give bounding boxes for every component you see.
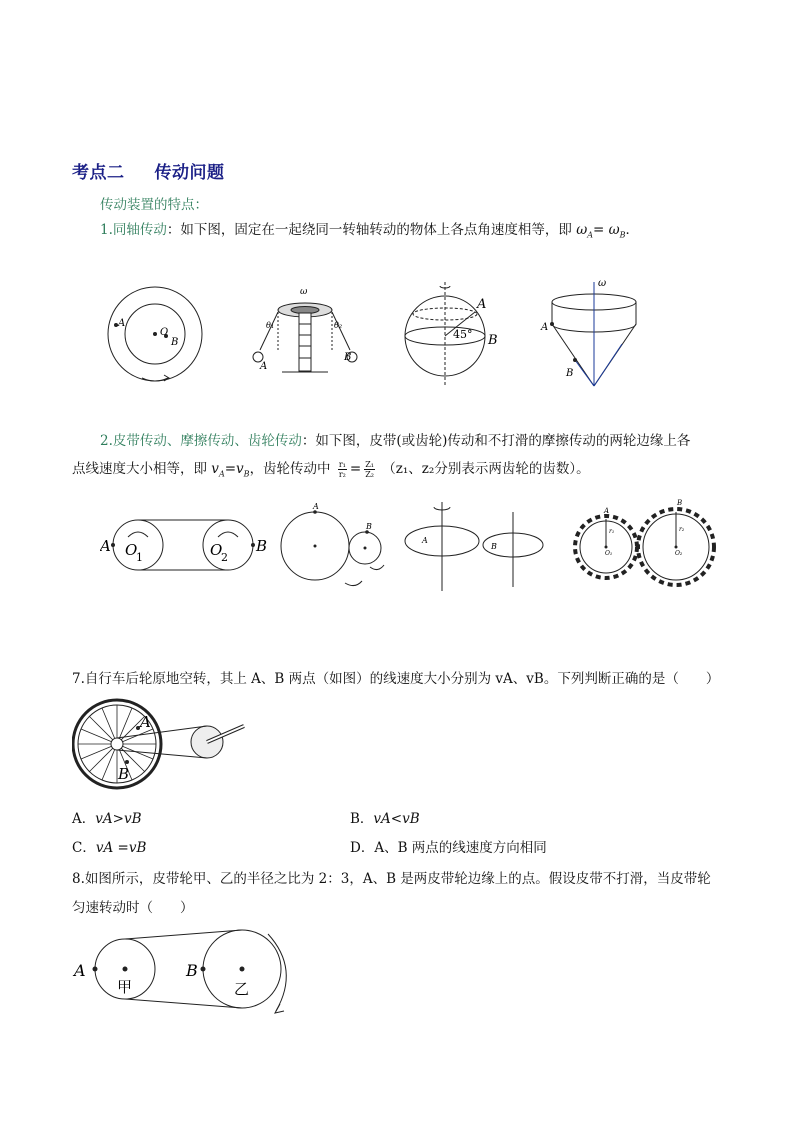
gear-drive-diagram [575,499,714,585]
label-jia: 甲 [117,978,133,996]
frac-z2: Z₂ [365,470,374,479]
label-b: B [491,542,497,551]
label-a: A [118,318,126,329]
label-o2-sub: 2 [221,551,228,564]
option-text: vA =vB [95,840,147,856]
coaxial-figures [100,272,660,397]
transmission-figures [100,497,720,597]
concentric-circles-diagram [108,287,202,381]
cylinder-cone-diagram [540,278,636,386]
item2-text2: 点线速度大小相等，即 [72,461,207,477]
fraction-r [338,460,347,479]
item2-text3: ，齿轮传动中 [249,461,331,477]
label-b: B [344,352,352,363]
label-a: A [140,713,151,731]
label-a: A [74,961,86,980]
pulley-figure [72,925,302,1025]
item1-num: 1. [100,222,113,238]
period: ． [625,222,639,238]
disk-friction-diagram [405,502,543,591]
eq-sign-2: = [349,461,362,477]
q7-option-c[interactable] [72,837,146,859]
item2-text1: ：如下图，皮带(或齿轮)传动和不打滑的摩擦传动的两轮边缘上各 [301,433,691,449]
q8-stem-line1: 8.如图所示，皮带轮甲、乙的半径之比为 2：3，A、B 是两皮带轮边缘上的点。假设皮带不打滑，当皮带轮 [72,871,711,887]
option-key: C． [72,840,96,856]
option-key: A． [72,811,96,827]
label-omega: ω [300,287,308,297]
frac-z1: Z₁ [365,460,374,469]
va: v [211,461,219,477]
label-b: B [366,522,372,531]
features-title: 传动装置的特点： [100,197,208,213]
label-o: O [160,327,169,338]
section-title: 传动问题 [154,163,225,183]
label-yi: 乙 [234,980,250,998]
item2-line1 [100,430,690,452]
label-b: B [118,765,130,783]
omega-a: ω [576,222,588,238]
sphere-diagram [405,282,498,387]
eq-sign: = [224,461,237,477]
option-key: D． [350,840,375,856]
omega-b: ω [608,222,620,238]
label-b: B [488,333,498,348]
q7-stem: 7.自行车后轮原地空转，其上 A、B 两点（如图）的线速度大小分别为 vA、vB。下列判断正确的是（ ） [72,671,720,687]
label-r2: r₂ [679,526,685,533]
label-r1: r₁ [609,528,615,535]
label-a: A [100,537,111,555]
label-a: A [604,507,610,515]
label-a: A [260,361,268,372]
bicycle-wheel-figure [72,696,252,792]
label-b: B [677,499,683,507]
label-o1: O₁ [605,550,613,557]
option-text: A、B 两点的线速度方向相同 [374,840,547,856]
item2-name: 皮带传动、摩擦传动、齿轮传动 [112,433,302,449]
item2-text4: （z₁、z₂分别表示两齿轮的齿数）。 [382,461,590,477]
section-heading [72,158,225,183]
label-angle: 45° [453,328,473,341]
friction-drive-diagram [281,502,384,586]
label-o1-sub: 1 [136,551,143,564]
label-b: B [171,337,179,348]
q7-option-a[interactable] [72,808,142,830]
item2-num: 2. [100,433,113,449]
rotating-swing-diagram [253,287,357,372]
option-text: vA>vB [95,811,142,827]
section-label: 考点二 [72,163,125,183]
option-text: vA<vB [373,811,420,827]
label-a: A [477,297,487,312]
label-o1: O [125,541,138,559]
fraction-z [364,460,375,479]
omega-a-sub: A [587,230,593,240]
label-b: B [256,537,268,555]
label-omega: ω [598,278,607,289]
q8-stem-line2: 匀速转动时（ ） [72,900,194,916]
vb-sub: B [243,469,250,479]
label-a: A [541,322,549,333]
label-o2: O₂ [675,550,683,557]
vb: v [236,461,244,477]
belt-drive-diagram [100,520,267,570]
item1-body: ：如下图，固定在一起绕同一转轴转动的物体上各点角速度相等，即 [166,222,572,238]
va-sub: A [218,469,225,479]
item1-name: 同轴传动 [112,222,167,238]
label-a: A [313,502,319,511]
eq-sign: = [592,222,605,238]
label-theta2: θ₂ [334,321,343,330]
q7-option-d[interactable] [350,837,547,859]
item2-line2 [72,458,590,486]
frac-r2: r₂ [338,470,346,479]
label-b: B [186,961,198,980]
label-a: A [422,536,428,545]
label-b: B [566,368,574,379]
q7-option-b[interactable] [350,808,420,830]
omega-b-sub: B [619,230,626,240]
option-key: B． [350,811,374,827]
frac-r1: r₁ [338,460,346,469]
label-theta1: θ₁ [266,321,275,330]
item1-text [100,219,639,247]
label-o2: O [210,541,223,559]
